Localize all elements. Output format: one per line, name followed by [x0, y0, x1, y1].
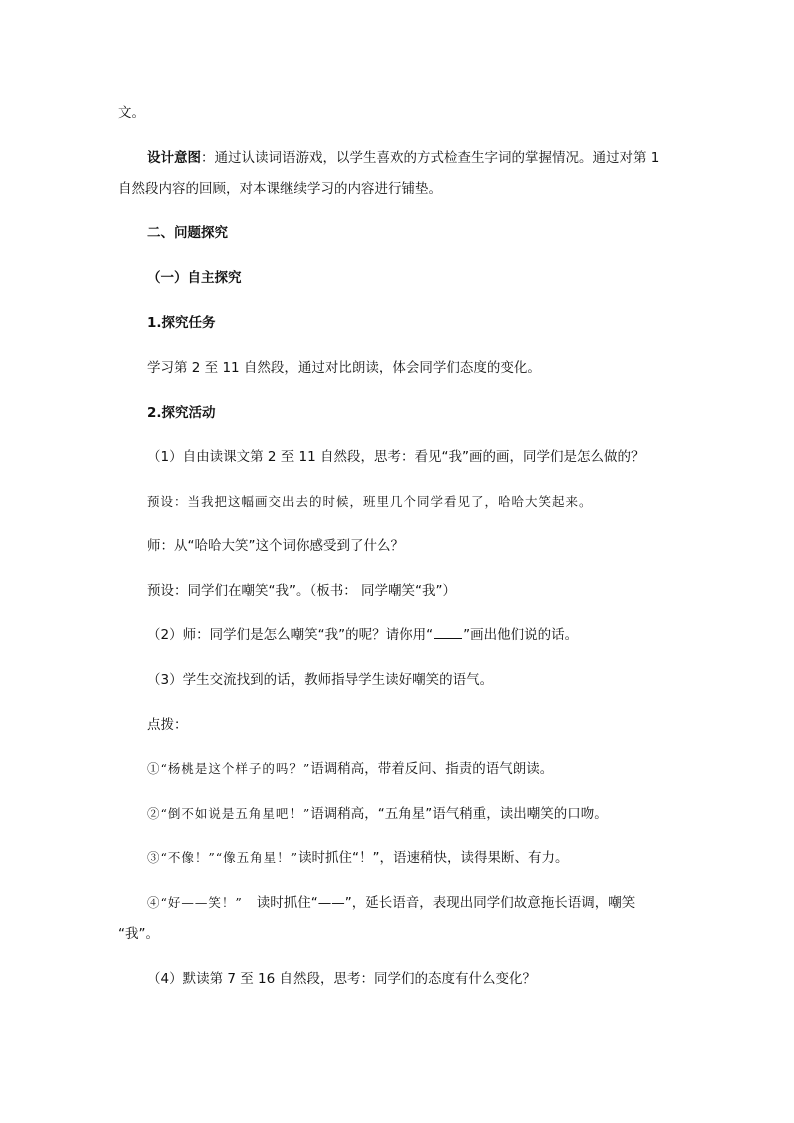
line-text-start: （2）师：同学们是怎么嘲笑“我”的呢？请你用“	[147, 627, 434, 643]
quote-text: ④“好——笑！”	[147, 895, 243, 910]
line-text-end: ”画出他们说的话。	[463, 627, 579, 643]
line-text: 师：从“哈哈大笑”这个词你感受到了什么？	[147, 538, 404, 554]
line-text: （1）自由读课文第 2 至 11 自然段，思考：看见“我”画的画，同学们是怎么做的？	[147, 449, 645, 465]
line-text: （4）默读第 7 至 16 自然段，思考：同学们的态度有什么变化？	[147, 971, 537, 987]
underline-blank	[434, 626, 462, 639]
design-intent-label: 设计意图	[147, 150, 201, 166]
activity-heading-text: 2.探究活动	[147, 405, 216, 421]
text-line	[147, 448, 645, 466]
quote-text: ①“杨桃是这个样子的吗？”	[147, 761, 311, 776]
text-line	[147, 805, 608, 823]
line-text: 学习第 2 至 11 自然段，通过对比朗读，体会同学们态度的变化。	[147, 360, 541, 376]
text-line	[147, 537, 404, 555]
line-text: 读时抓住“！”，语速稍快，读得果断、有力。	[298, 850, 569, 866]
design-intent-text: ：通过认读词语游戏，以学生喜欢的方式检查生字词的掌握情况。通过对第 1	[201, 150, 660, 166]
line-text: 点拨：	[147, 717, 188, 733]
text-line	[147, 894, 635, 912]
text-line	[147, 760, 553, 778]
subsection-heading	[147, 269, 242, 287]
design-intent-line	[147, 149, 659, 167]
section-heading	[147, 224, 228, 242]
section-heading-text: 二、问题探究	[147, 225, 228, 241]
quote-text: ②“倒不如说是五角星吧！”	[147, 806, 311, 821]
text-line	[147, 970, 536, 988]
line-text: （3）学生交流找到的话，教师指导学生读好嘲笑的语气。	[147, 672, 494, 688]
text-line	[118, 925, 159, 943]
text-line	[147, 849, 569, 867]
text-line	[118, 104, 145, 122]
text-line	[147, 493, 593, 511]
line-text: 语调稍高，带着反问、指责的语气朗读。	[310, 761, 554, 777]
preset-label: 预设：当我把这幅画交出去的时候，班里几个同学看见了，哈哈大笑起来。	[147, 494, 593, 509]
line-text: 文。	[118, 105, 145, 121]
text-line	[147, 671, 493, 689]
line-text: 自然段内容的回顾，对本课继续学习的内容进行铺垫。	[118, 181, 442, 197]
text-line	[147, 359, 541, 377]
quote-text: ③“不像！”“像五角星！”	[147, 850, 299, 865]
text-line	[147, 582, 456, 600]
subsection-heading-text: （一）自主探究	[147, 270, 242, 286]
text-line	[147, 626, 578, 644]
activity-heading	[147, 404, 216, 422]
text-line	[147, 716, 188, 734]
text-line	[118, 180, 442, 198]
task-heading-text: 1.探究任务	[147, 315, 216, 331]
line-text: 预设：同学们在嘲笑“我”。（板书： 同学嘲笑“我”）	[147, 583, 457, 599]
task-heading	[147, 314, 216, 332]
line-text: 语调稍高，“五角星”语气稍重，读出嘲笑的口吻。	[310, 806, 608, 822]
line-text: “我”。	[118, 926, 159, 942]
line-text: 读时抓住“——”，延长语音，表现出同学们故意拖长语调，嘲笑	[256, 895, 636, 911]
